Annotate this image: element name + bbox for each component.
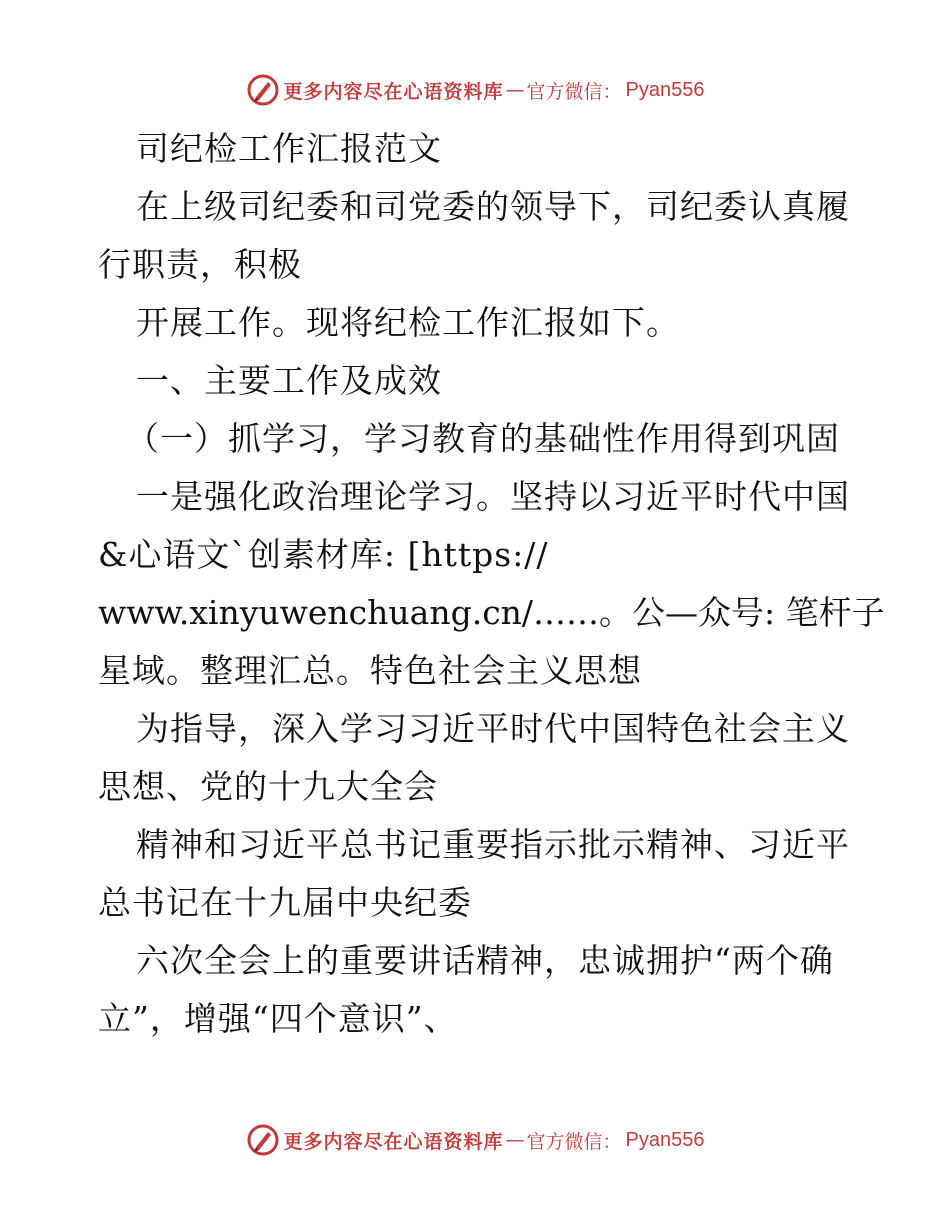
doc-line: 行职责，积极 [98,245,302,284]
doc-line: 立”，增强“四个意识”、 [98,999,458,1038]
banner-separator: — [505,1129,525,1151]
doc-line: www.xinyuwenchuang.cn/……。公—众号: 笔杆子 [98,593,885,632]
banner-text: 更多内容尽在心语资料库 [283,80,504,103]
doc-line: 为指导，深入学习习近平时代中国特色社会主义 [136,709,850,748]
doc-title: 司纪检工作汇报范文 [136,129,442,168]
footer-banner [0,1120,950,1160]
pen-logo-icon [246,1123,280,1157]
pen-logo-icon [246,73,280,107]
doc-line: 思想、党的十九大全会 [98,767,438,806]
header-banner [0,70,950,110]
document-body [98,120,885,1048]
banner-text: 更多内容尽在心语资料库 [283,1130,504,1153]
doc-line: &心语文`创素材库: [https:// [98,535,549,574]
doc-line: 星域。整理汇总。特色社会主义思想 [98,651,642,690]
doc-line: 开展工作。现将纪检工作汇报如下。 [136,303,680,342]
doc-line: 在上级司纪委和司党委的领导下，司纪委认真履 [136,187,850,226]
doc-line: 六次全会上的重要讲话精神，忠诚拥护“两个确 [136,941,834,980]
banner-id: Pyan556 [625,1128,705,1151]
doc-line: 精神和习近平总书记重要指示批示精神、习近平 [136,825,850,864]
doc-subheading: （一）抓学习，学习教育的基础性作用得到巩固 [126,419,840,458]
banner-contact: 官方微信： [526,1130,622,1153]
banner-separator: — [505,79,525,101]
doc-heading: 一、主要工作及成效 [136,361,442,400]
banner-contact: 官方微信： [526,80,622,103]
doc-line: 总书记在十九届中央纪委 [98,883,472,922]
banner-id: Pyan556 [625,78,705,101]
doc-line: 一是强化政治理论学习。坚持以习近平时代中国 [136,477,850,516]
